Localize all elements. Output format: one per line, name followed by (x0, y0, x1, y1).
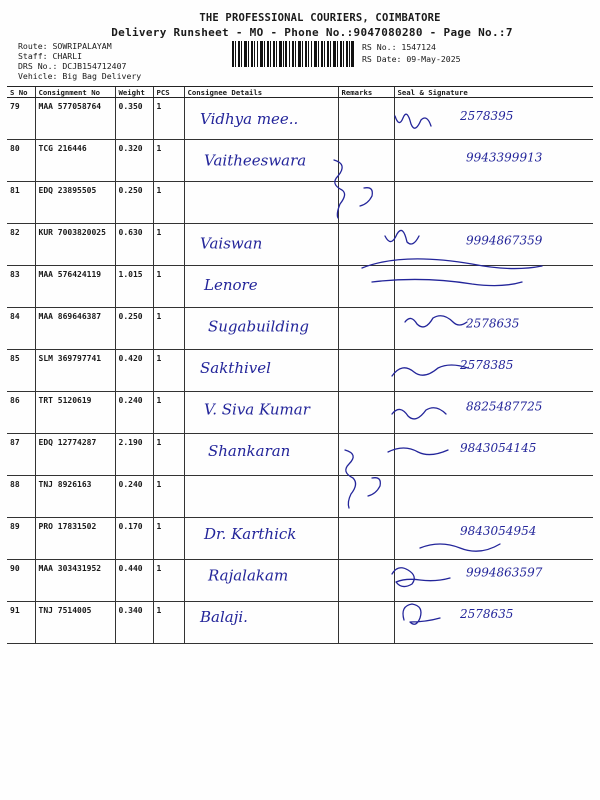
consignee-handwriting: Shankaran (208, 442, 291, 460)
seal-handwriting: 2578635 (466, 316, 520, 331)
cell-remarks (338, 266, 394, 308)
cell-consignment: TRT 5120619 (35, 392, 115, 434)
table-row (7, 224, 593, 266)
cell-sno: 83 (7, 266, 35, 308)
staff-label: Staff: CHARLI (18, 51, 83, 61)
cell-seal (394, 350, 593, 392)
cell-remarks (338, 434, 394, 476)
cell-pcs: 1 (153, 392, 184, 434)
table-row (7, 350, 593, 392)
table-row (7, 98, 593, 140)
col-consignee: Consignee Details (184, 87, 338, 98)
cell-pcs: 1 (153, 140, 184, 182)
cell-seal (394, 140, 593, 182)
seal-handwriting: 8825487725 (466, 399, 543, 414)
cell-consignment: TCG 216446 (35, 140, 115, 182)
cell-remarks (338, 98, 394, 140)
consignee-handwriting: Vidhya mee.. (200, 110, 299, 128)
consignee-handwriting: Sugabuilding (208, 317, 310, 336)
col-weight: Weight (115, 87, 153, 98)
seal-handwriting: 9843054954 (460, 524, 537, 538)
left-meta-block (18, 41, 141, 81)
cell-remarks (338, 476, 394, 518)
table-row (7, 182, 593, 224)
cell-pcs: 1 (153, 434, 184, 476)
cell-weight: 1.015 (115, 266, 153, 308)
seal-handwriting: 9943399913 (466, 150, 543, 165)
cell-pcs: 1 (153, 602, 184, 644)
cell-consignee (184, 140, 338, 182)
cell-weight: 0.250 (115, 182, 153, 224)
cell-consignee (184, 560, 338, 602)
cell-remarks (338, 224, 394, 266)
cell-seal (394, 308, 593, 350)
cell-pcs: 1 (153, 182, 184, 224)
cell-consignee (184, 602, 338, 644)
cell-weight: 0.440 (115, 560, 153, 602)
cell-seal (394, 560, 593, 602)
cell-sno: 88 (7, 476, 35, 518)
consignee-handwriting: Sakthivel (200, 359, 271, 377)
cell-seal (394, 476, 593, 518)
col-pcs: PCS (153, 87, 184, 98)
cell-pcs: 1 (153, 308, 184, 350)
seal-handwriting: 2578385 (460, 358, 514, 372)
cell-consignee (184, 224, 338, 266)
cell-pcs: 1 (153, 266, 184, 308)
cell-consignment: SLM 369797741 (35, 350, 115, 392)
cell-seal (394, 392, 593, 434)
cell-sno: 87 (7, 434, 35, 476)
cell-consignment: EDQ 23895505 (35, 182, 115, 224)
consignee-handwriting: Vaitheeswara (204, 151, 307, 170)
drs-label: DRS No.: DCJB154712407 (18, 61, 127, 71)
cell-consignee (184, 350, 338, 392)
cell-consignee (184, 308, 338, 350)
table-row (7, 518, 593, 560)
cell-sno: 82 (7, 224, 35, 266)
cell-consignment: EDQ 12774287 (35, 434, 115, 476)
cell-weight: 0.170 (115, 518, 153, 560)
cell-remarks (338, 560, 394, 602)
cell-pcs: 1 (153, 518, 184, 560)
cell-consignee (184, 476, 338, 518)
seal-handwriting: 2578395 (460, 109, 514, 123)
col-sno: S No (7, 87, 35, 98)
seal-handwriting: 9843054145 (460, 441, 537, 455)
table-row (7, 392, 593, 434)
cell-sno: 89 (7, 518, 35, 560)
cell-sno: 79 (7, 98, 35, 140)
table-row (7, 266, 593, 308)
col-remarks: Remarks (338, 87, 394, 98)
cell-seal (394, 518, 593, 560)
cell-consignment: MAA 869646387 (35, 308, 115, 350)
route-label: Route: SOWRIPALAYAM (18, 41, 112, 51)
consignee-handwriting: Vaiswan (200, 234, 263, 253)
consignee-handwriting: V. Siva Kumar (204, 400, 310, 419)
cell-sno: 90 (7, 560, 35, 602)
cell-consignee (184, 434, 338, 476)
cell-consignment: MAA 577058764 (35, 98, 115, 140)
cell-seal (394, 224, 593, 266)
table-row (7, 560, 593, 602)
rs-number: RS No.: 1547124 (362, 42, 436, 52)
cell-consignee (184, 392, 338, 434)
seal-handwriting: 9994867359 (466, 233, 543, 248)
consignee-handwriting: Rajalakam (208, 566, 289, 585)
cell-remarks (338, 140, 394, 182)
cell-seal (394, 434, 593, 476)
cell-remarks (338, 392, 394, 434)
delivery-table (7, 86, 593, 644)
cell-consignment: TNJ 8926163 (35, 476, 115, 518)
consignee-handwriting: Lenore (204, 276, 258, 294)
vehicle-label: Vehicle: Big Bag Delivery (18, 71, 142, 81)
table-row (7, 476, 593, 518)
cell-pcs: 1 (153, 350, 184, 392)
cell-remarks (338, 350, 394, 392)
table-row (7, 434, 593, 476)
cell-sno: 86 (7, 392, 35, 434)
cell-consignee (184, 266, 338, 308)
table-row (7, 308, 593, 350)
cell-consignee (184, 518, 338, 560)
cell-consignment: MAA 576424119 (35, 266, 115, 308)
cell-weight: 0.250 (115, 308, 153, 350)
cell-weight: 0.350 (115, 98, 153, 140)
cell-consignee (184, 98, 338, 140)
cell-pcs: 1 (153, 476, 184, 518)
cell-sno: 84 (7, 308, 35, 350)
cell-sno: 85 (7, 350, 35, 392)
cell-consignment: TNJ 7514005 (35, 602, 115, 644)
right-meta-block (362, 41, 461, 65)
cell-remarks (338, 602, 394, 644)
cell-seal (394, 266, 593, 308)
cell-pcs: 1 (153, 560, 184, 602)
cell-weight: 2.190 (115, 434, 153, 476)
cell-pcs: 1 (153, 98, 184, 140)
table-row (7, 602, 593, 644)
company-title: THE PROFESSIONAL COURIERS, COIMBATORE (199, 12, 441, 24)
cell-remarks (338, 308, 394, 350)
col-consignment: Consignment No (35, 87, 115, 98)
cell-consignment: KUR 7003820025 (35, 224, 115, 266)
cell-weight: 0.240 (115, 392, 153, 434)
seal-handwriting: 9994863597 (466, 565, 543, 580)
cell-weight: 0.340 (115, 602, 153, 644)
cell-seal (394, 182, 593, 224)
cell-sno: 81 (7, 182, 35, 224)
cell-sno: 80 (7, 140, 35, 182)
cell-remarks (338, 182, 394, 224)
barcode (232, 41, 354, 67)
cell-consignee (184, 182, 338, 224)
runsheet-subtitle: Delivery Runsheet - MO - Phone No.:9047080280 - Page No.:7 (111, 26, 513, 39)
consignee-handwriting: Dr. Karthick (204, 525, 297, 543)
cell-weight: 0.630 (115, 224, 153, 266)
table-header-row (7, 87, 593, 98)
cell-seal (394, 98, 593, 140)
rs-date: RS Date: 09-May-2025 (362, 54, 461, 64)
col-seal: Seal & Signature (394, 87, 593, 98)
cell-sno: 91 (7, 602, 35, 644)
cell-remarks (338, 518, 394, 560)
cell-seal (394, 602, 593, 644)
table-row (7, 140, 593, 182)
cell-weight: 0.420 (115, 350, 153, 392)
cell-weight: 0.240 (115, 476, 153, 518)
consignee-handwriting: Balaji. (200, 608, 248, 626)
cell-pcs: 1 (153, 224, 184, 266)
cell-weight: 0.320 (115, 140, 153, 182)
cell-consignment: MAA 303431952 (35, 560, 115, 602)
seal-handwriting: 2578635 (460, 607, 514, 621)
cell-consignment: PRO 17831502 (35, 518, 115, 560)
